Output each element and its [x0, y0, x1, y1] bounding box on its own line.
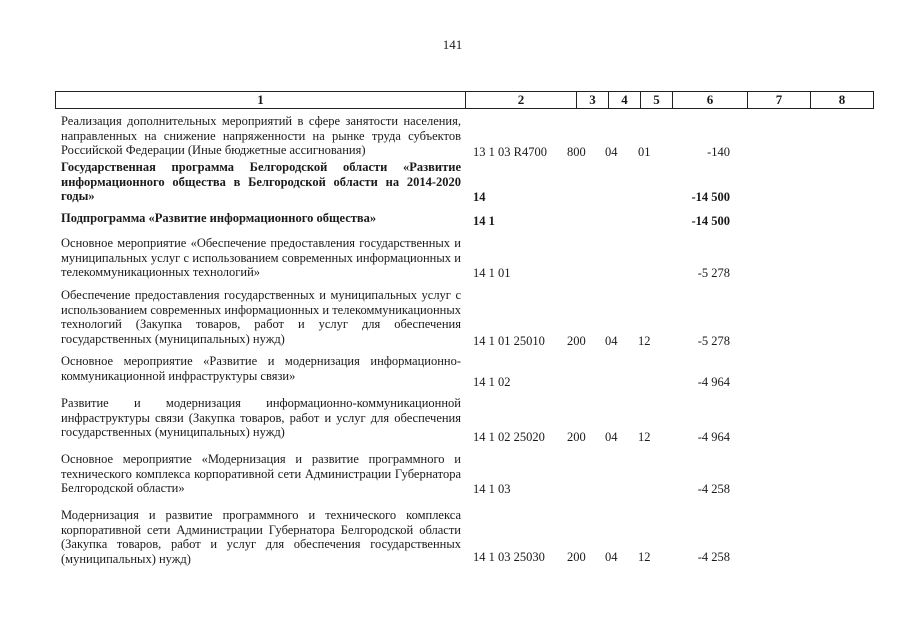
row-amount: -4 964 — [697, 429, 730, 444]
row-expense-type: 200 — [567, 549, 586, 564]
row-description: Основное мероприятие «Развитие и модернизация информационно-коммуникационной инфраструктуры связи» — [61, 354, 461, 383]
row-description: Основное мероприятие «Модернизация и развитие программного и технического комплекса корпоративной сети Администрации Губернатора Белгородской области» — [61, 452, 461, 495]
row-description: Обеспечение предоставления государственных и муниципальных услуг с использованием современных информационных и телекоммуникационных технологий (Закупка товаров, работ и услуг для обеспечения государственных (муниципальных) нужд) — [61, 288, 461, 346]
row-subsection: 12 — [638, 333, 651, 348]
column-header-1: 1 — [56, 92, 466, 108]
column-header-2: 2 — [466, 92, 577, 108]
row-amount: -14 500 — [691, 213, 730, 228]
row-description: Реализация дополнительных мероприятий в сфере занятости населения, направленных на снижение напряженности на рынке труда субъектов Российской Федерации (Иные бюджетные ассигнования) — [61, 114, 461, 157]
row-amount: -4 258 — [697, 549, 730, 564]
column-header-7: 7 — [748, 92, 811, 108]
column-header-4: 4 — [609, 92, 641, 108]
row-code: 14 1 — [473, 213, 495, 228]
row-description: Модернизация и развитие программного и технического комплекса корпоративной сети Администрации Губернатора Белгородской области (Закупка товаров, работ и услуг для обеспечения государственных (муниципальных) нужд) — [61, 508, 461, 566]
column-header-6: 6 — [673, 92, 748, 108]
row-description: Развитие и модернизация информационно-коммуникационной инфраструктуры связи (Закупка товаров, работ и услуг для обеспечения государственных (муниципальных) нужд) — [61, 396, 461, 439]
row-code: 14 1 02 25020 — [473, 429, 545, 444]
table-row — [0, 452, 905, 496]
row-amount: -5 278 — [697, 265, 730, 280]
column-header-8: 8 — [838, 92, 846, 107]
row-code: 14 — [473, 189, 486, 204]
table-row — [0, 211, 905, 228]
row-amount: -4 964 — [697, 374, 730, 389]
table-row — [0, 508, 905, 564]
table-row — [0, 114, 905, 159]
row-code: 14 1 03 25030 — [473, 549, 545, 564]
row-expense-type: 800 — [567, 144, 586, 159]
column-header-5: 5 — [641, 92, 673, 108]
row-description: Основное мероприятие «Обеспечение предоставления государственных и муниципальных услуг с использованием современных информационных и телекоммуникационных технологий» — [61, 236, 461, 279]
row-section: 04 — [605, 144, 618, 159]
table-row — [0, 236, 905, 280]
row-description: Государственная программа Белгородской области «Развитие информационного общества в Белгородской области на 2014-2020 годы» — [61, 160, 461, 203]
row-expense-type: 200 — [567, 333, 586, 348]
row-subsection: 12 — [638, 429, 651, 444]
page-number: 141 — [442, 37, 463, 52]
table-row — [0, 396, 905, 444]
column-header-3: 3 — [577, 92, 609, 108]
row-code: 14 1 02 — [473, 374, 511, 389]
row-amount: -4 258 — [697, 481, 730, 496]
row-amount: -5 278 — [697, 333, 730, 348]
table-row — [0, 354, 905, 389]
row-amount: -140 — [707, 144, 730, 159]
table-row — [0, 288, 905, 348]
row-description: Подпрограмма «Развитие информационного общества» — [61, 211, 377, 225]
row-code: 14 1 03 — [473, 481, 511, 496]
row-amount: -14 500 — [691, 189, 730, 204]
row-subsection: 12 — [638, 549, 651, 564]
row-code: 14 1 01 25010 — [473, 333, 545, 348]
table-header — [55, 91, 874, 109]
row-expense-type: 200 — [567, 429, 586, 444]
row-subsection: 01 — [638, 144, 651, 159]
row-section: 04 — [605, 333, 618, 348]
row-code: 14 1 01 — [473, 265, 511, 280]
row-code: 13 1 03 R4700 — [473, 144, 547, 159]
table-row — [0, 160, 905, 204]
row-section: 04 — [605, 549, 618, 564]
row-section: 04 — [605, 429, 618, 444]
